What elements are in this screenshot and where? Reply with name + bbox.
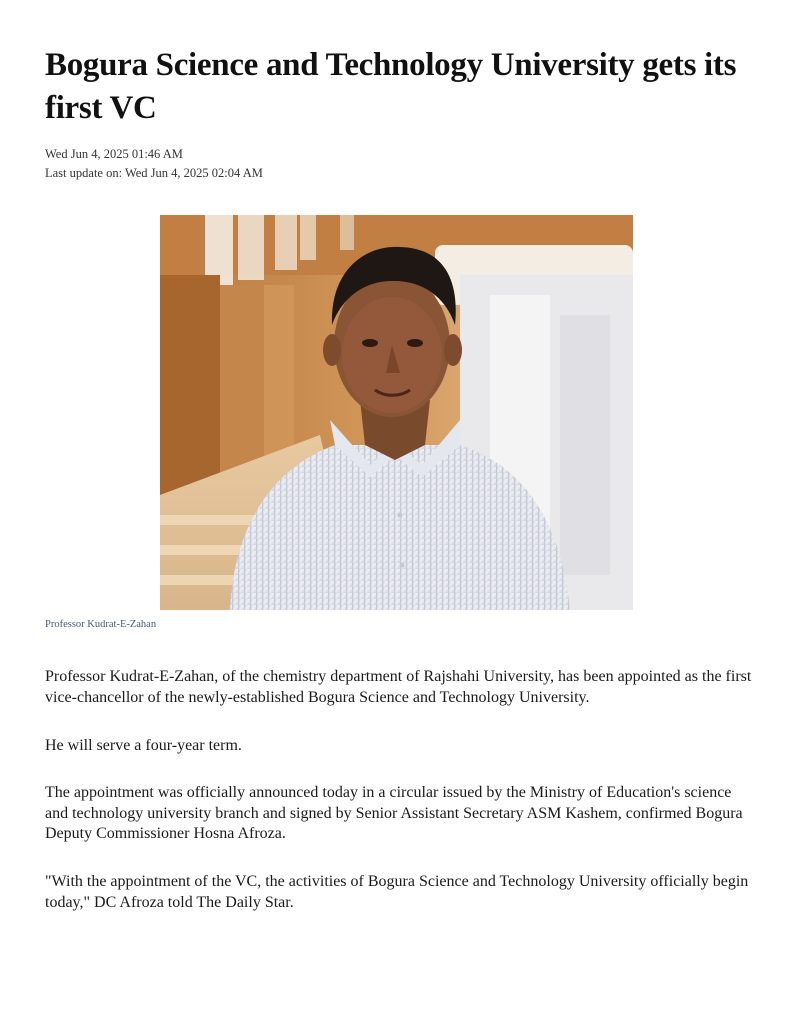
article-headline: Bogura Science and Technology University gets its first VC [45, 47, 737, 126]
publish-date: Wed Jun 4, 2025 01:46 AM [45, 147, 183, 161]
article-paragraph: "With the appointment of the VC, the activities of Bogura Science and Technology University officially begin today," DC Afroza told The Daily Star. [45, 873, 749, 911]
last-update-date: Last update on: Wed Jun 4, 2025 02:04 AM [45, 166, 263, 180]
article-photo [160, 215, 633, 610]
photo-caption: Professor Kudrat-E-Zahan [45, 619, 157, 630]
article-paragraph: The appointment was officially announced today in a circular issued by the Ministry of Education's science and technology university branch and signed by Senior Assistant Secretary ASM Kashem, confirmed Bogura Deputy Commissioner Hosna Afroza. [45, 784, 743, 842]
article-paragraph: He will serve a four-year term. [45, 737, 242, 754]
article-paragraph: Professor Kudrat-E-Zahan, of the chemistry department of Rajshahi University, has been appointed as the first vice-chancellor of the newly-established Bogura Science and Technology University. [45, 668, 752, 706]
portrait-photo-icon [160, 215, 633, 610]
